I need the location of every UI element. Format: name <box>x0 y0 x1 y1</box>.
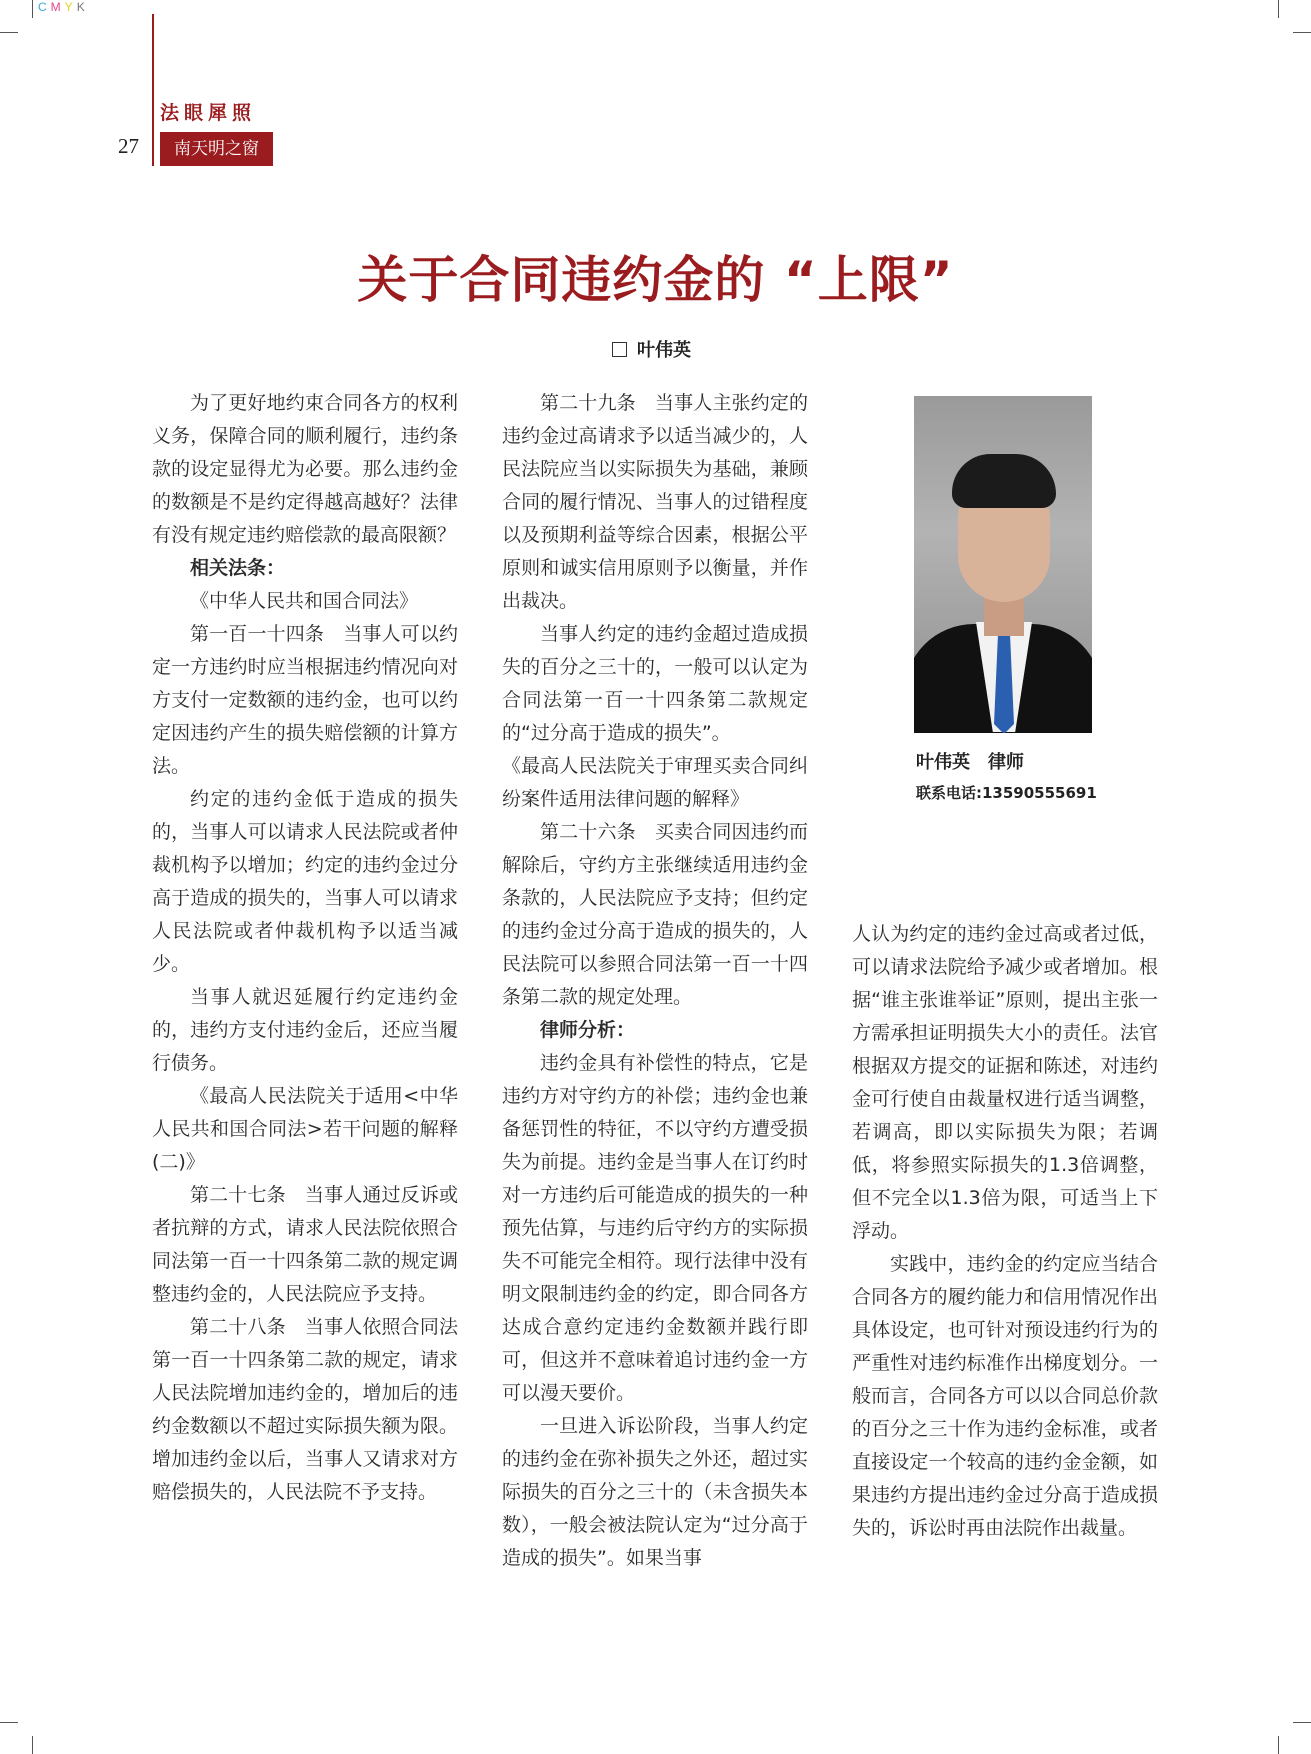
crop-mark-tl-h <box>0 32 18 33</box>
author-name: 叶伟英 <box>637 340 691 361</box>
crop-mark-tr-h <box>1293 32 1311 33</box>
article-title: 关于合同违约金的 “上限” <box>357 251 954 309</box>
cmyk-m: M <box>50 0 65 14</box>
cmyk-k: K <box>76 0 89 14</box>
paragraph: 实践中，违约金的约定应当结合合同各方的履约能力和信用情况作出具体设定，也可针对预设违约行为的严重性对违约标准作出梯度划分。一般而言，合同各方可以以合同总价款的百分之三十作为违约金标准，或者直接设定一个较高的违约金金额，如果违约方提出违约金过分高于造成损失的，诉讼时再由法院作出裁量。 <box>852 1253 1158 1539</box>
section-title: 法眼犀照 <box>160 102 257 124</box>
header-rule <box>152 14 154 166</box>
crop-mark-tl-v <box>32 0 33 18</box>
crop-mark-bl-v <box>32 1736 33 1754</box>
paragraph: 违约金具有补偿性的特点，它是违约方对守约方的补偿；违约金也兼备惩罚性的特征，不以守约方遭受损失为前提。违约金是当事人在订约时对一方违约后可能造成的损失的一种预先估算，与违约后守约方的实际损失不可能完全相符。现行法律中没有明文限制违约金的约定，即合同各方达成合意约定违约金数额并践行即可，但这并不意味着追讨违约金一方可以漫天要价。 <box>502 1052 808 1404</box>
crop-mark-br-h <box>1293 1722 1311 1723</box>
photo-caption-contact: 联系电话:13590555691 <box>916 784 1097 802</box>
page-number: 27 <box>118 134 139 158</box>
law-title: 《最高人民法院关于适用<中华人民共和国合同法>若干问题的解释(二)》 <box>152 1085 458 1173</box>
paragraph: 人认为约定的违约金过高或者过低，可以请求法院给予减少或者增加。根据“谁主张谁举证”原则，提出主张一方需承担证明损失大小的责任。法官根据双方提交的证据和陈述，对违约金可行使自由裁量权进行适当调整，若调高，即以实际损失为限；若调低，将参照实际损失的1.3倍调整，但不完全以1.3倍为限，可适当上下浮动。 <box>852 923 1158 1242</box>
author-photo <box>914 396 1092 733</box>
cmyk-c: C <box>38 0 51 14</box>
crop-mark-tr-v <box>1278 0 1279 18</box>
paragraph: 第一百一十四条 当事人可以约定一方违约时应当根据违约情况向对方支付一定数额的违约金，也可以约定因违约产生的损失赔偿额的计算方法。 <box>152 623 458 777</box>
paragraph: 第二十九条 当事人主张约定的违约金过高请求予以适当减少的，人民法院应当以实际损失为基础，兼顾合同的履行情况、当事人的过错程度以及预期利益等综合因素，根据公平原则和诚实信用原则予以衡量，并作出裁决。 <box>502 392 808 612</box>
paragraph: 一旦进入诉讼阶段，当事人约定的违约金在弥补损失之外还，超过实际损失的百分之三十的（未含损失本数），一般会被法院认定为“过分高于造成的损失”。如果当事 <box>502 1415 808 1569</box>
paragraph: 第二十七条 当事人通过反诉或者抗辩的方式，请求人民法院依照合同法第一百一十四条第二款的规定调整违约金的，人民法院应予支持。 <box>152 1184 458 1305</box>
subheading: 律师分析： <box>540 1019 636 1041</box>
paragraph: 约定的违约金低于造成的损失的，当事人可以请求人民法院或者仲裁机构予以增加；约定的违约金过分高于造成的损失的，当事人可以请求人民法院或者仲裁机构予以适当减少。 <box>152 788 458 975</box>
column-label: 南天明之窗 <box>160 132 273 166</box>
paragraph: 当事人就迟延履行约定违约金的，违约方支付违约金后，还应当履行债务。 <box>152 986 458 1074</box>
paragraph: 第二十六条 买卖合同因违约而解除后，守约方主张继续适用违约金条款的，人民法院应予支持；但约定的违约金过分高于造成的损失的，人民法院可以参照合同法第一百一十四条第二款的规定处理。 <box>502 821 808 1008</box>
cmyk-color-bar <box>38 0 89 14</box>
photo-caption-name: 叶伟英 律师 <box>916 752 1024 773</box>
paragraph: 第二十八条 当事人依照合同法第一百一十四条第二款的规定，请求人民法院增加违约金的，增加后的违约金数额以不超过实际损失额为限。增加违约金以后，当事人又请求对方赔偿损失的，人民法院不予支持。 <box>152 1316 458 1503</box>
crop-mark-bl-h <box>0 1722 18 1723</box>
paragraph: 当事人约定的违约金超过造成损失的百分之三十的，一般可以认定为合同法第一百一十四条第二款规定的“过分高于造成的损失”。 <box>502 623 808 744</box>
body-column-2 <box>502 387 808 1575</box>
cmyk-y: Y <box>64 0 77 14</box>
paragraph: 为了更好地约束合同各方的权利义务，保障合同的顺利履行，违约条款的设定显得尤为必要。那么违约金的数额是不是约定得越高越好？法律有没有规定违约赔偿款的最高限额？ <box>152 392 458 546</box>
subheading: 相关法条： <box>190 557 286 579</box>
law-title: 《最高人民法院关于审理买卖合同纠纷案件适用法律问题的解释》 <box>502 755 808 810</box>
square-bullet-icon <box>612 342 627 357</box>
byline <box>612 336 691 362</box>
body-column-3 <box>852 918 1158 1545</box>
crop-mark-br-v <box>1278 1736 1279 1754</box>
body-column-1 <box>152 387 458 1509</box>
law-title: 《中华人民共和国合同法》 <box>190 590 419 612</box>
